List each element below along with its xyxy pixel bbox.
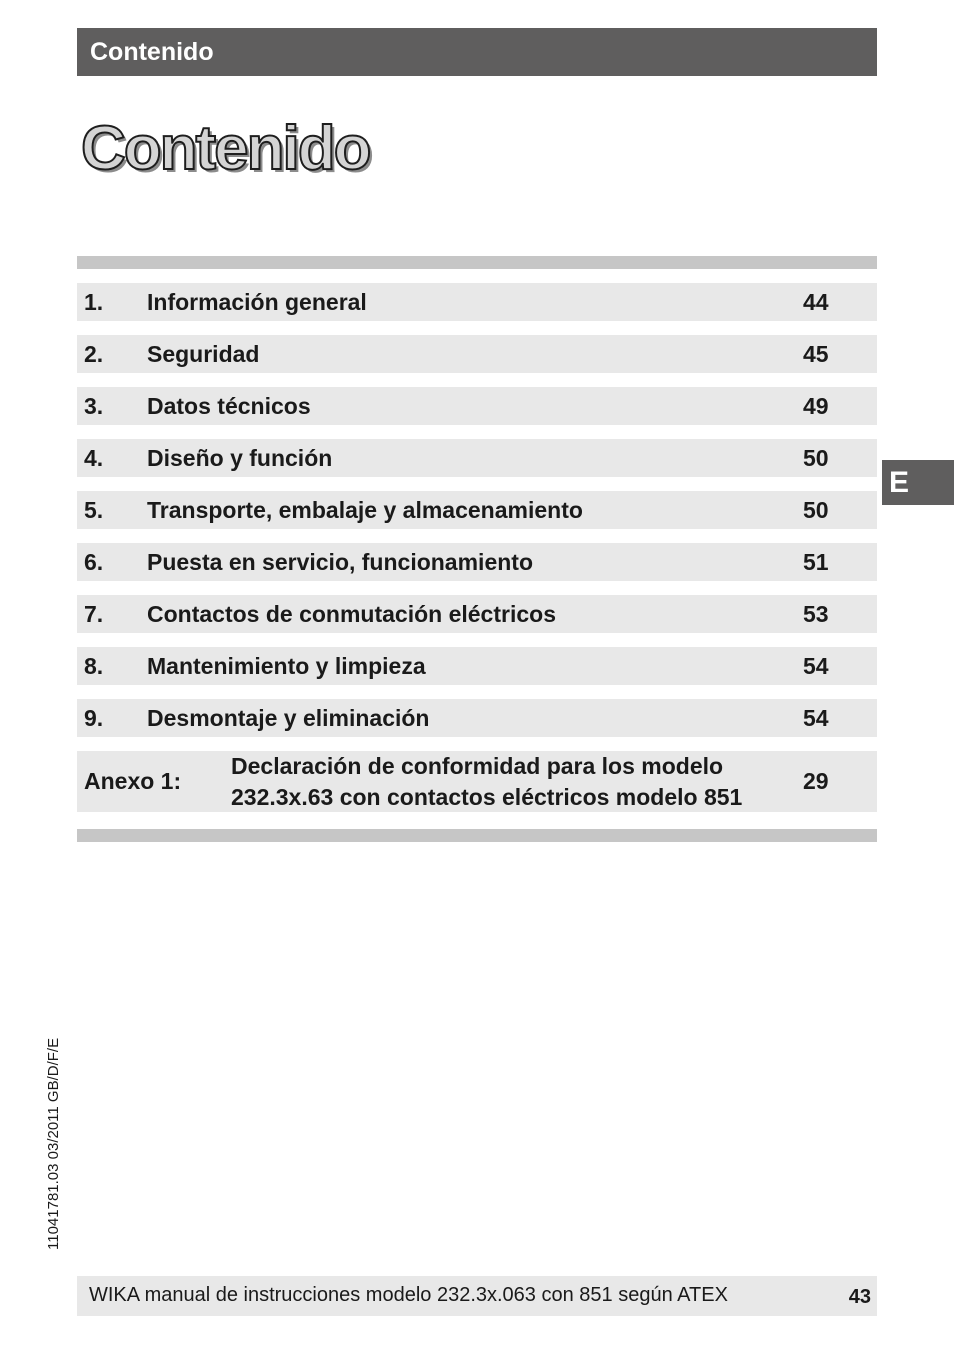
section-header-label: Contenido — [90, 37, 214, 66]
footer — [77, 1276, 877, 1316]
toc-annex-title-line-2: 232.3x.63 con contactos eléctricos modelo 851 — [231, 784, 743, 810]
toc-entry-title: Información general — [147, 289, 367, 315]
toc-entry-1[interactable] — [77, 283, 877, 321]
toc-entry-page: 44 — [803, 289, 829, 315]
toc-entry-number: 3. — [84, 393, 104, 419]
toc-entry-number: 2. — [84, 341, 104, 367]
top-divider — [77, 256, 877, 269]
toc-entry-number: 7. — [84, 601, 104, 627]
toc-entry-title: Mantenimiento y limpieza — [147, 653, 426, 679]
document-code: 11041781.03 03/2011 GB/D/F/E — [45, 1037, 62, 1250]
toc-entry-page: 54 — [803, 653, 829, 679]
toc-entry-9[interactable] — [77, 699, 877, 737]
toc-entry-page: 49 — [803, 393, 829, 419]
bottom-divider — [77, 829, 877, 842]
toc-entry-4[interactable] — [77, 439, 877, 477]
toc-entry-page: 50 — [803, 445, 829, 471]
toc-entry-title: Transporte, embalaje y almacenamiento — [147, 497, 583, 523]
toc-entry-number: 1. — [84, 289, 104, 315]
toc-entry-annex-1[interactable] — [77, 751, 877, 812]
toc-entry-number: 9. — [84, 705, 104, 731]
footer-text: WIKA manual de instrucciones modelo 232.3x.063 con 851 según ATEX — [89, 1284, 728, 1306]
footer-page-number: 43 — [848, 1286, 871, 1308]
toc-entry-page: 54 — [803, 705, 829, 731]
page-title: Contenido — [81, 114, 370, 183]
toc-entry-3[interactable] — [77, 387, 877, 425]
toc-entry-number: 4. — [84, 445, 104, 471]
toc-entry-title: Contactos de conmutación eléctricos — [147, 601, 556, 627]
toc-annex-title-line-1: Declaración de conformidad para los modelo — [231, 753, 724, 779]
toc-entry-title: Puesta en servicio, funcionamiento — [147, 549, 533, 575]
section-header-bar — [77, 28, 877, 76]
toc-entry-number: 5. — [84, 497, 104, 523]
toc-entry-8[interactable] — [77, 647, 877, 685]
toc-entry-5[interactable] — [77, 491, 877, 529]
toc-annex-title — [231, 751, 742, 813]
toc-entry-page: 50 — [803, 497, 829, 523]
toc-entry-title: Desmontaje y eliminación — [147, 705, 430, 731]
toc-entry-page: 51 — [803, 549, 829, 575]
toc-entry-6[interactable] — [77, 543, 877, 581]
toc-entry-title: Diseño y función — [147, 445, 333, 471]
toc-entry-title: Datos técnicos — [147, 393, 311, 419]
toc-entry-title: Seguridad — [147, 341, 260, 367]
toc-annex-number: Anexo 1: — [84, 768, 182, 794]
table-of-contents — [77, 283, 877, 826]
toc-entry-2[interactable] — [77, 335, 877, 373]
toc-entry-page: 45 — [803, 341, 829, 367]
language-tab[interactable]: E — [882, 460, 954, 505]
toc-entry-7[interactable] — [77, 595, 877, 633]
toc-entry-page: 53 — [803, 601, 829, 627]
toc-entry-number: 6. — [84, 549, 104, 575]
toc-entry-number: 8. — [84, 653, 104, 679]
toc-annex-page: 29 — [803, 768, 829, 794]
